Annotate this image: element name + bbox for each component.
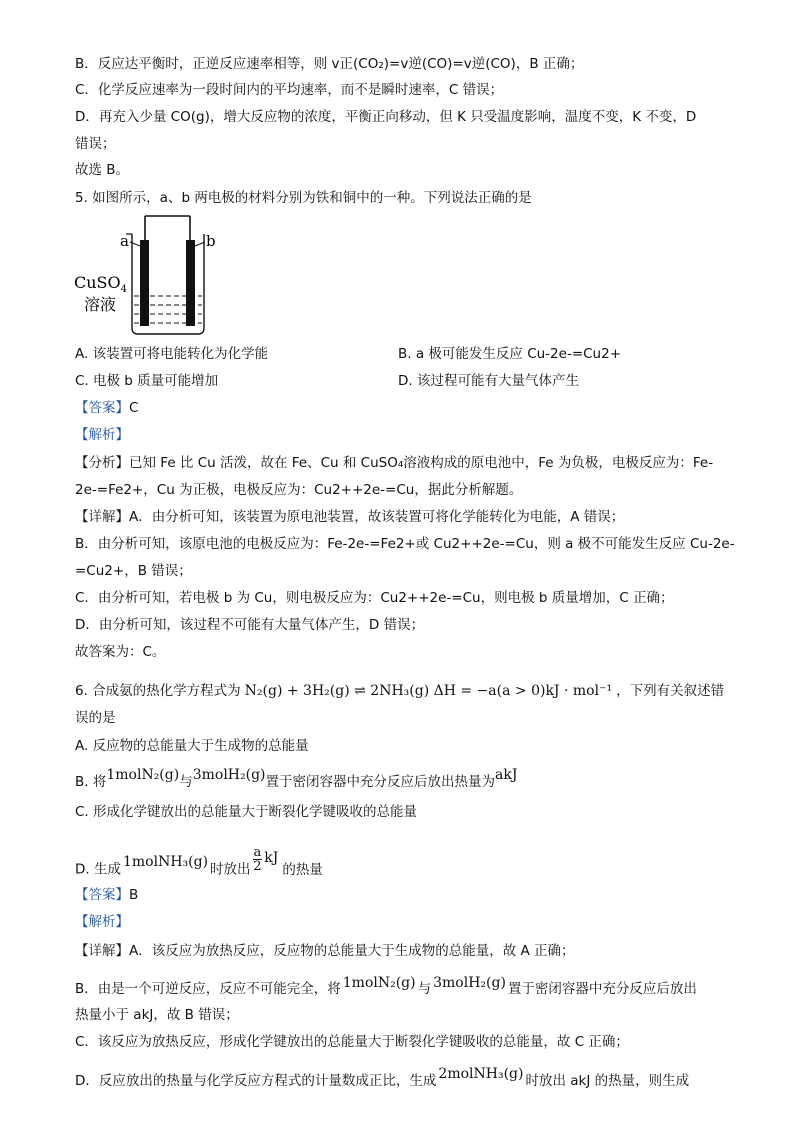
q6-xiangjie-d: D．反应放出的热量与化学反应方程式的计量数成正比，生成 2molNH₃(g) 时放出 akJ 的热量，则生成 xyxy=(75,1066,690,1089)
q6-option-c: C. 形成化学键放出的总能量大于断裂化学键吸收的总能量 xyxy=(75,804,418,820)
xiangjie-tag: 【详解】 xyxy=(75,943,129,959)
q5-xiangjie-a: 【详解】A．由分析可知，该装置为原电池装置，故该装置可将化学能转化为电能，A 错误； xyxy=(75,509,625,525)
q5-xiangjie-b-line1: B．由分析可知，该原电池的电极反应为：Fe-2e-=Fe2+或 Cu2++2e-=Cu，则 a 极不可能发生反应 Cu-2e- xyxy=(75,536,735,552)
q5-stem: 5. 如图所示，a、b 两电极的材料分别为铁和铜中的一种。下列说法正确的是 xyxy=(75,190,532,206)
answer-value: C xyxy=(129,400,139,416)
q6-stem-line1: 6. 合成氨的热化学方程式为 N₂(g) + 3H₂(g) ⇌ 2NH₃(g) ΔH = −a(a > 0)kJ · mol⁻¹ ，下列有关叙述错 xyxy=(75,683,725,699)
q6-option-a: A. 反应物的总能量大于生成物的总能量 xyxy=(75,738,309,754)
q5-analysis-tag: 【解析】 xyxy=(75,427,129,443)
q5-option-a: A. 该装置可将电能转化为化学能 xyxy=(75,346,269,362)
q4-explain-c: C．化学反应速率为一段时间内的平均速率，而不是瞬时速率，C 错误； xyxy=(75,82,504,98)
q5-option-c: C. 电极 b 质量可能增加 xyxy=(75,373,219,389)
q6-analysis-tag: 【解析】 xyxy=(75,914,129,930)
answer-tag: 【答案】 xyxy=(75,887,129,903)
fenxi-tag: 【分析】 xyxy=(75,455,129,471)
q6-xiangjie-c: C．该反应为放热反应，形成化学键放出的总能量大于断裂化学键吸收的总能量，故 C 正确； xyxy=(75,1034,629,1050)
q4-explain-d-line2: 错误； xyxy=(75,136,116,152)
q5-conclusion: 故答案为：C。 xyxy=(75,644,166,660)
q4-explain-b: B．反应达平衡时，正逆反应速率相等，则 v正(CO₂)=v逆(CO)=v逆(CO)，B 正确； xyxy=(75,56,584,72)
fraction-a-over-2: $\frac{a}{2}$ xyxy=(253,845,262,874)
q5-fenxi-line2: 2e-=Fe2+，Cu 为正极，电极反应为：Cu2++2e-=Cu，据此分析解题。 xyxy=(75,482,523,498)
q6-xiangjie-b-line1: B．由是一个可逆反应，反应不可能完全，将 1molN₂(g) 与 3molH₂(g) 置于密闭容器中充分反应后放出 xyxy=(75,975,697,997)
thermochemical-equation: N₂(g) + 3H₂(g) ⇌ 2NH₃(g) ΔH = −a(a > 0)kJ · mol⁻¹ xyxy=(244,683,613,699)
q4-conclusion: 故选 B。 xyxy=(75,162,130,178)
q6-xiangjie-b-line2: 热量小于 akJ，故 B 错误； xyxy=(75,1007,239,1023)
solution-formula: CuSO$_4$ xyxy=(74,273,127,295)
q6-stem-line2: 误的是 xyxy=(75,710,116,726)
xiangjie-tag: 【详解】 xyxy=(75,509,129,525)
q5-option-b: B. a 极可能发生反应 Cu-2e-=Cu2+ xyxy=(398,346,622,362)
q6-answer xyxy=(75,885,138,905)
q6-option-d: D. 生成 1molNH₃(g) 时放出 $\frac{a}{2}$ kJ的热量 xyxy=(75,845,323,878)
q5-xiangjie-d: D．由分析可知，该过程不可能有大量气体产生，D 错误； xyxy=(75,617,425,633)
q5-option-d: D. 该过程可能有大量气体产生 xyxy=(398,373,579,389)
answer-value: B xyxy=(129,887,139,903)
q5-xiangjie-c: C．由分析可知，若电极 b 为 Cu，则电极反应为：Cu2++2e-=Cu，则电极 b 质量增加，C 正确； xyxy=(75,590,674,606)
answer-tag: 【答案】 xyxy=(75,400,129,416)
electrochemical-cell-diagram xyxy=(74,212,214,337)
q5-answer xyxy=(75,398,138,418)
q5-fenxi-line1: 【分析】已知 Fe 比 Cu 活泼，故在 Fe、Cu 和 CuSO₄溶液构成的原电池中，Fe 为负极，电极反应为：Fe- xyxy=(75,455,714,471)
electrode-b-label: b xyxy=(206,232,216,250)
q4-explain-d-line1: D．再充入少量 CO(g)，增大反应物的浓度，平衡正向移动，但 K 只受温度影响，温度不变，K 不变，D xyxy=(75,109,697,125)
q6-option-b: B. 将1molN₂(g)与3molH₂(g)置于密闭容器中充分反应后放出热量为akJ xyxy=(75,767,518,790)
q6-xiangjie-a: 【详解】A．该反应为放热反应，反应物的总能量大于生成物的总能量，故 A 正确； xyxy=(75,943,575,959)
q5-xiangjie-b-line2: =Cu2+，B 错误； xyxy=(75,563,192,579)
electrode-a-label: a xyxy=(120,232,129,250)
solution-label: 溶液 xyxy=(84,295,117,314)
